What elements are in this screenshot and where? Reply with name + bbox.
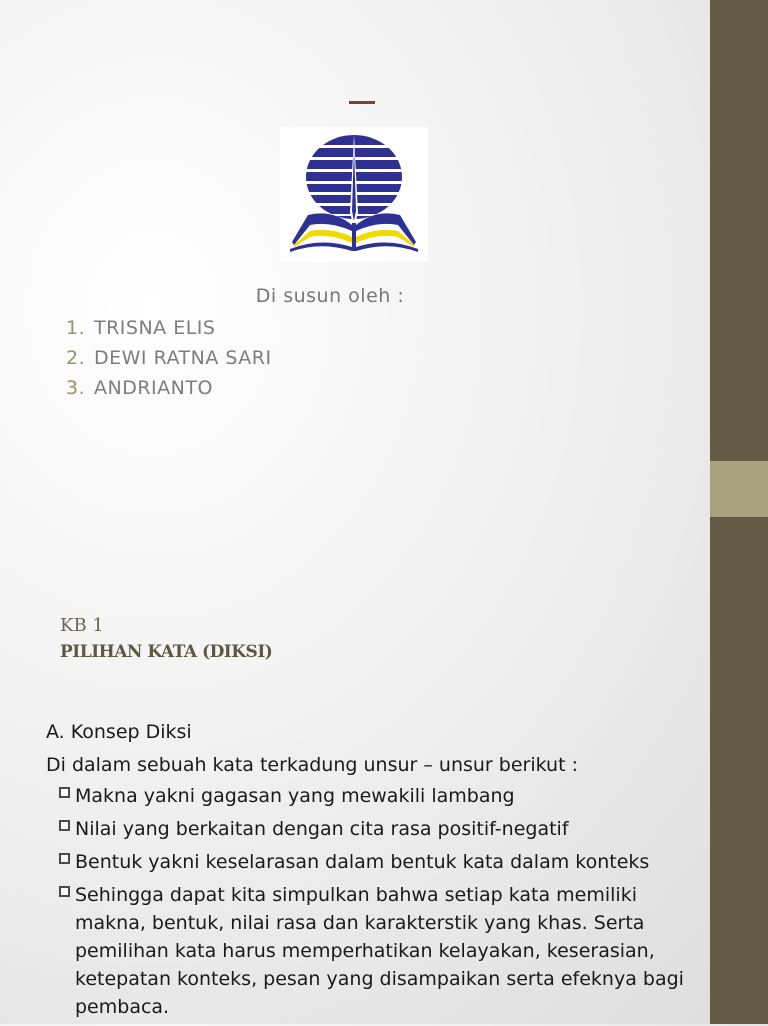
section-title: PILIHAN KATA (DIKSI) <box>60 642 273 662</box>
author-name: ANDRIANTO <box>94 377 213 399</box>
list-item <box>66 313 272 343</box>
author-name: TRISNA ELIS <box>94 317 216 339</box>
authored-by-label: Di susun oleh : <box>255 285 405 307</box>
content-heading: A. Konsep Diksi <box>46 721 192 743</box>
checkbox-bullet-icon <box>59 886 70 897</box>
bullet-text: Bentuk yakni keselarasan dalam bentuk kata dalam konteks <box>75 851 650 873</box>
content-body <box>46 716 696 1026</box>
checkbox-bullet-icon <box>59 853 70 864</box>
list-item <box>56 881 696 1021</box>
content-intro: Di dalam sebuah kata terkadung unsur – unsur berikut : <box>46 754 578 776</box>
list-item <box>66 343 272 373</box>
bullet-text: Nilai yang berkaitan dengan cita rasa positif-negatif <box>75 818 569 840</box>
bullet-text: Makna yakni gagasan yang mewakili lambang <box>75 785 515 807</box>
author-number: 1. <box>66 317 86 339</box>
bullet-list <box>56 782 696 1021</box>
university-logo <box>280 127 428 262</box>
checkbox-bullet-icon <box>59 787 70 798</box>
list-item <box>66 373 272 403</box>
section-code: KB 1 <box>60 615 104 636</box>
bullet-text: Sehingga dapat kita simpulkan bahwa setiap kata memiliki makna, bentuk, nilai rasa dan karakterstik yang khas. Serta pemilihan kata harus memperhatikan kelayakan, keserasian, ketepatan konteks, pesan yang disampaikan serta efeknya bagi pembaca. <box>75 884 684 1018</box>
author-number: 3. <box>66 377 86 399</box>
list-item <box>56 848 696 876</box>
checkbox-bullet-icon <box>59 820 70 831</box>
author-name: DEWI RATNA SARI <box>94 347 272 369</box>
list-item <box>56 782 696 810</box>
sidebar-accent-block <box>710 461 768 517</box>
author-number: 2. <box>66 347 86 369</box>
university-logo-icon <box>280 127 428 262</box>
author-list <box>66 313 272 403</box>
list-item <box>56 815 696 843</box>
tiny-title-mark <box>349 101 375 104</box>
